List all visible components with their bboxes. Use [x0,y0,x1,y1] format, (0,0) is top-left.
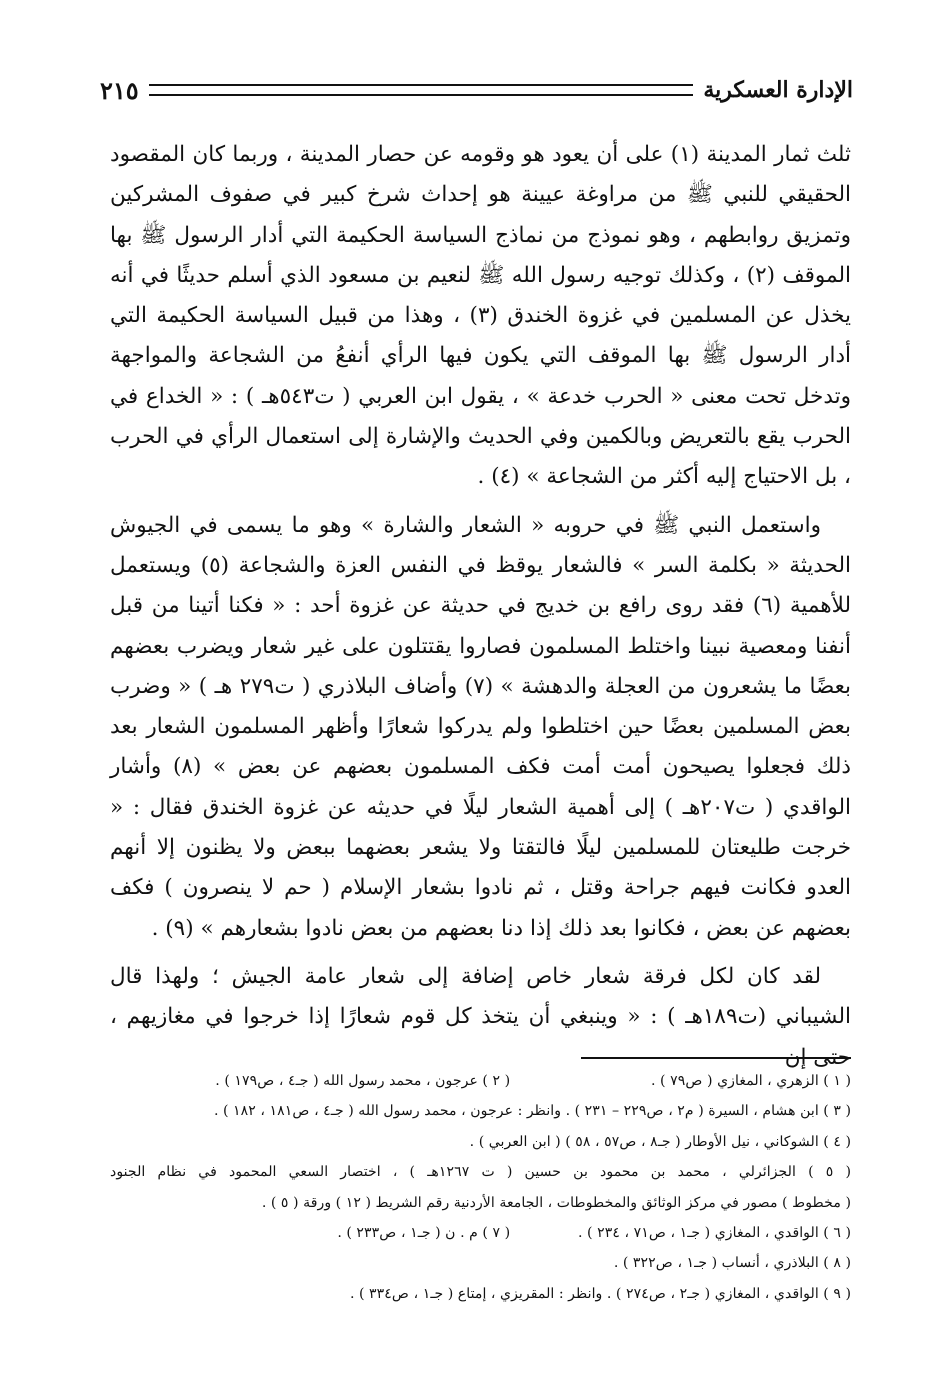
footnote-3: ( ٣ ) ابن هشام ، السيرة ( م٢ ، ص٢٢٩ – ٢٣١ ) . وانظر : عرجون ، محمد رسول الله ( جـ٤ ، ص١٨١ ، ١٨٢ ) . [213,1103,851,1120]
page-number: ٢١٥ [100,75,139,105]
running-title: الإدارة العسكرية [703,77,853,103]
footnote-6: ( ٦ ) الواقدي ، المغازي ( جـ١ ، ص٧١ ، ٢٣٤ ) . [578,1225,851,1242]
footnote-row [110,1218,851,1248]
main-text [110,135,851,1078]
page-header [100,70,853,110]
paragraph: ثلث ثمار المدينة (١) على أن يعود هو وقومه عن حصار المدينة ، وربما كان المقصود الحقيقي للنبي ﷺ من مراوغة عيينة هو إحداث شرخ كبير في صفوف المشركين وتمزيق روابطهم ، وهو نموذج من نماذج السياسة الحكيمة التي أدار الرسول ﷺ بها الموقف (٢) ، وكذلك توجيه رسول الله ﷺ لنعيم بن مسعود الذي أسلم حديثًا في أنه يخذل عن المسلمين في غزوة الخندق (٣) ، وهذا من قبيل السياسة الحكيمة التي أدار الرسول ﷺ بها الموقف التي يكون فيها الرأي أنفعُ من الشجاعة والمواجهة وتدخل تحت معنى « الحرب خدعة » ، يقول ابن العربي ( ت٥٤٣هـ ) : « الخداع في الحرب يقع بالتعريض وبالكمين وفي الحديث والإشارة إلى استعمال الرأي في الحرب ، بل الاحتياج إليه أكثر من الشجاعة » (٤) . [110,142,851,490]
footnote-5-line-1: ( ٥ ) الجزائرلي ، محمد بن محمود بن حسين ( ت ١٢٦٧هـ ) ، اختصار السعي المحمود في نظام الجنود [110,1164,851,1181]
header-double-rule [149,84,694,96]
footnote-5-line-2: ( مخطوط ) مصور في مركز الوثائق والمخطوطات ، الجامعة الأردنية رقم الشريط ( ١٢ ) ورقة ( ٥ ) . [261,1194,851,1211]
footnote-7: ( ٧ ) م . ن ( جـ١ ، ص٢٣٣ ) . [337,1225,511,1242]
footnote-separator [581,1057,851,1059]
footnote-8: ( ٨ ) البلاذري ، أنساب ( جـ١ ، ص٣٢٢ ) . [613,1255,851,1272]
footnotes [110,1066,851,1309]
footnote-2: ( ٢ ) عرجون ، محمد رسول الله ( جـ٤ ، ص١٧٩ ) . [215,1073,511,1089]
footnote-1: ( ١ ) الزهري ، المغازي ( ص٧٩ ) . [651,1073,851,1089]
footnote-4: ( ٤ ) الشوكاني ، نيل الأوطار ( جـ٨ ، ص٥٧ ، ٥٨ ) ( ابن العربي ) . [469,1133,851,1150]
footnote-9: ( ٩ ) الواقدي ، المغازي ( جـ٢ ، ص٢٧٤ ) . وانظر : المقريزي ، إمتاع ( جـ١ ، ص٣٣٤ ) . [349,1285,851,1302]
footnote-row [110,1066,851,1096]
paragraph: واستعمل النبي ﷺ في حروبه « الشعار والشارة » وهو ما يسمى في الجيوش الحديثة « بكلمة السر » فالشعار يوقظ في النفس العزة والشجاعة (٥) ويستعمل للأهمية (٦) فقد روى رافع بن خديج في حديثة عن غزوة أحد : « فكنا أتينا من قبل أنفنا ومعصية نبينا واختلط المسلمون فصاروا يقتتلون على غير شعار ويضرب بعضهم بعضًا ما يشعرون من العجلة والدهشة » (٧) وأضاف البلاذري ( ت٢٧٩ هـ ) « وضرب بعض المسلمين بعضًا حين اختلطوا ولم يدركوا شعارًا وأظهر المسلمون الشعار بعد ذلك فجعلوا يصيحون أمت أمت فكف المسلمون بعضهم عن بعض » (٨) وأشار الواقدي ( ت٢٠٧هـ ) إلى أهمية الشعار ليلًا في حديثه عن غزوة الخندق فقال : « خرجت طليعتان للمسلمين ليلًا فالتقتا ولا يشعر بعضهما ببعض ولا يظنون إلا أنهم العدو فكانت فيهم جراحة وقتل ، ثم نادوا بشعار الإسلام ( حم لا ينصرون ) فكف بعضهم عن بعض ، فكانوا بعد ذلك إذا دنا بعضهم من بعض نادوا بشعارهم » (٩) . [110,512,851,941]
paragraph: لقد كان لكل فرقة شعار خاص إضافة إلى شعار عامة الجيش ؛ ولهذا قال الشيباني (ت١٨٩هـ ) : « وينبغي أن يتخذ كل قوم شعارًا إذا خرجوا في مغازيهم ، حتى إن [110,963,851,1070]
